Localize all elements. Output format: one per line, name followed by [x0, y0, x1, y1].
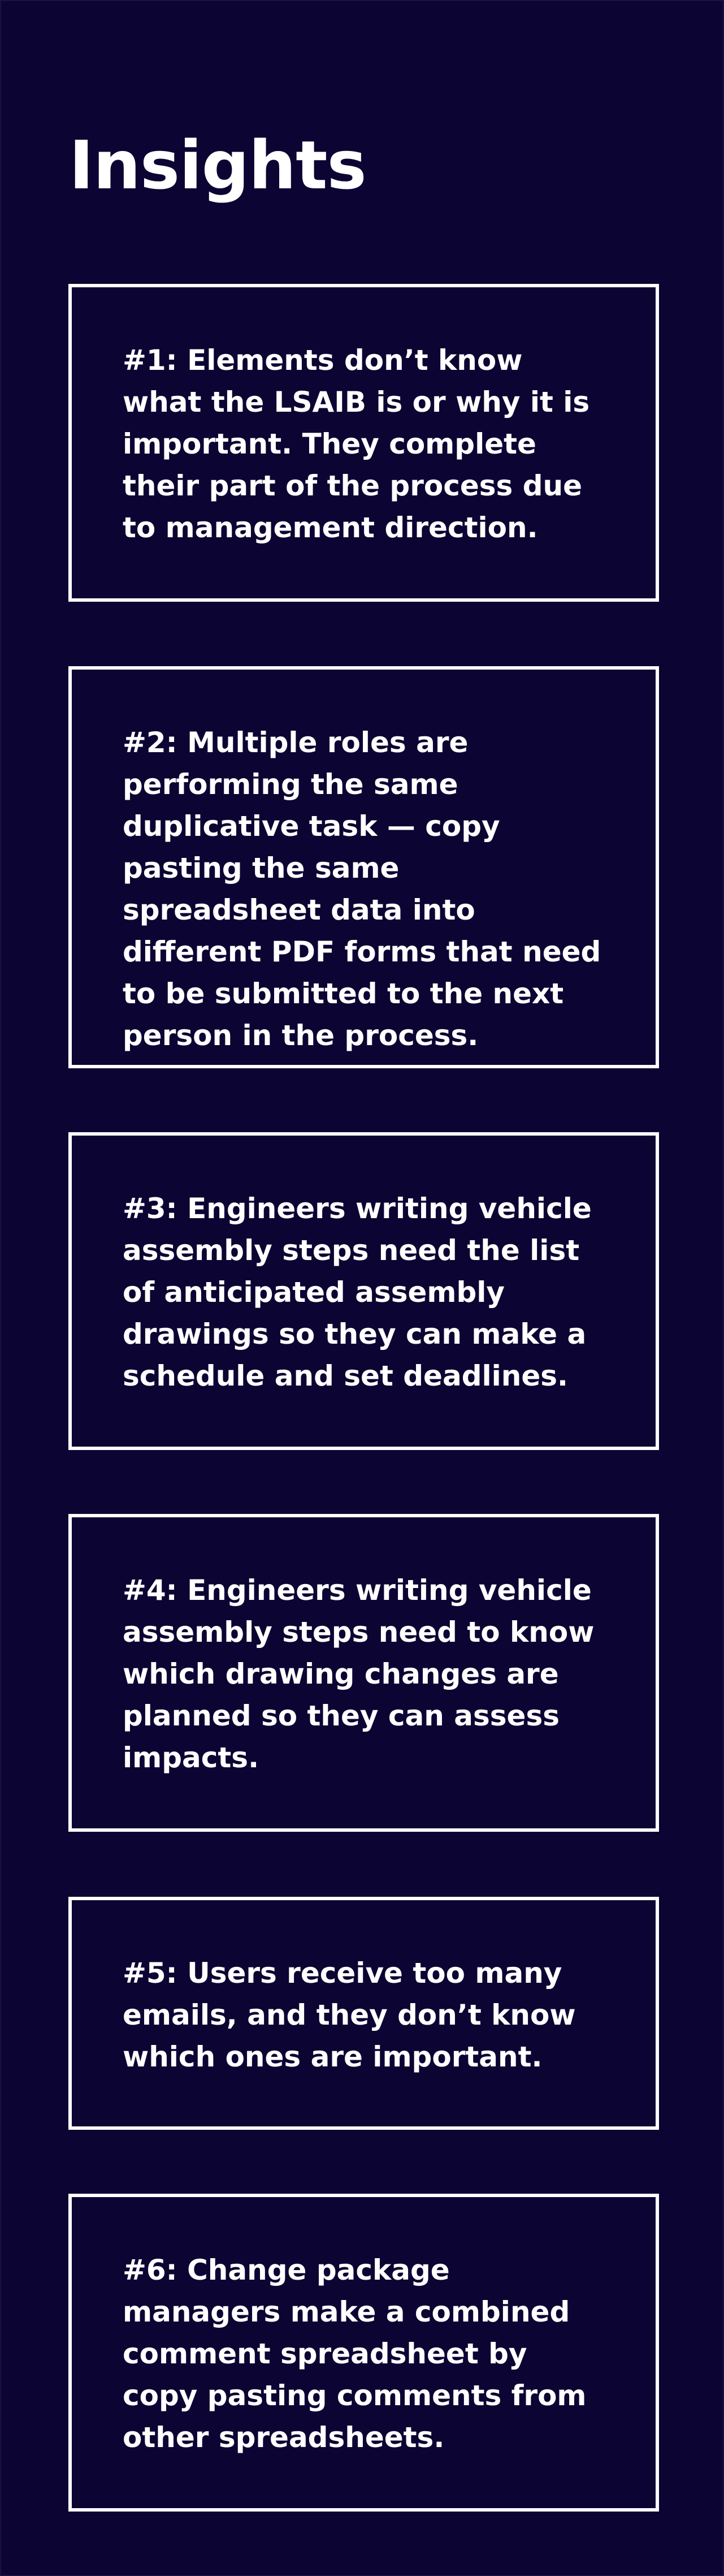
insight-card-5 [68, 1897, 659, 2130]
insight-card-6 [68, 2194, 659, 2512]
insight-text-3: #3: Engineers writing vehicle assembly steps need the list of anticipated assembly drawings so they can make a schedule and set deadlines. [123, 1192, 592, 1392]
insight-text-1: #1: Elements don’t know what the LSAIB is or why it is important. They complete their part of the process due to management direction. [123, 344, 590, 544]
insight-card-2 [68, 666, 659, 1068]
insight-text-2: #2: Multiple roles are performing the same duplicative task — copy pasting the same spreadsheet data into different PDF forms that need to be submitted to the next person in the process. [123, 726, 601, 1052]
insight-card-4 [68, 1514, 659, 1832]
insight-text-6: #6: Change package managers make a combined comment spreadsheet by copy pasting comments from other spreadsheets. [123, 2254, 587, 2454]
page-title: Insights [69, 126, 366, 204]
insight-text-5: #5: Users receive too many emails, and they don’t know which ones are important. [123, 1957, 576, 2073]
insight-card-3 [68, 1132, 659, 1450]
insight-card-1 [68, 284, 659, 602]
insight-text-4: #4: Engineers writing vehicle assembly steps need to know which drawing changes are planned so they can assess impacts. [123, 1574, 595, 1774]
